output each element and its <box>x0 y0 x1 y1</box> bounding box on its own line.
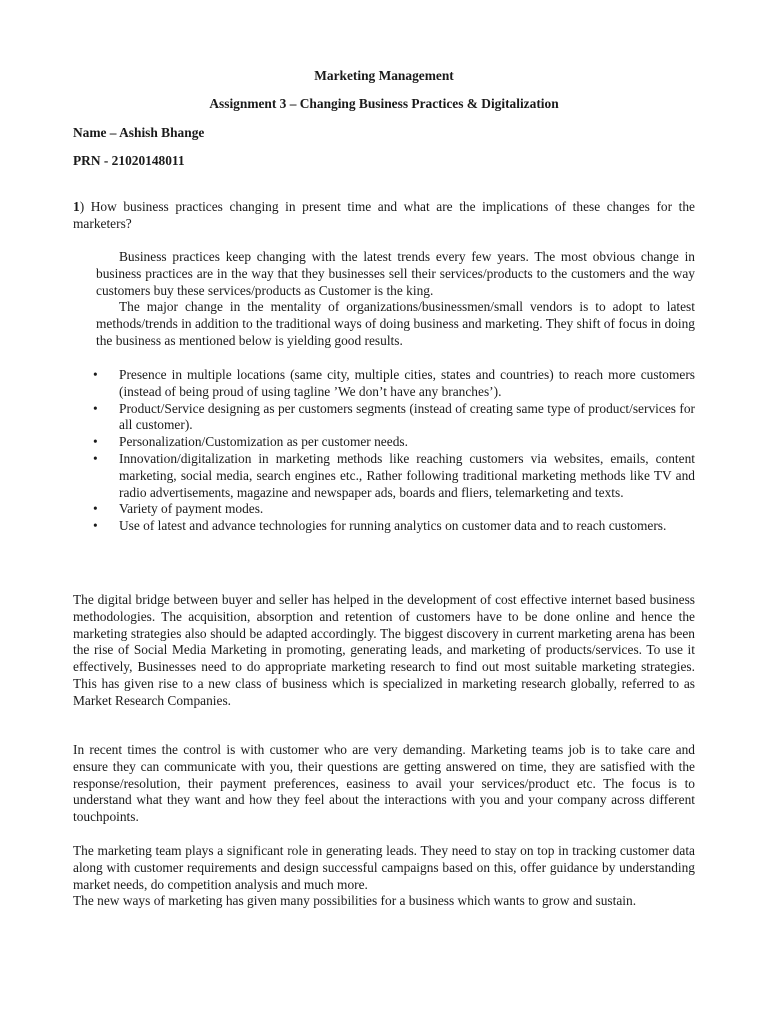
new-ways-paragraph: The new ways of marketing has given many possibilities for a business which wants to grow and sustain. <box>73 893 637 909</box>
practice-list <box>73 367 695 535</box>
course-title: Marketing Management <box>314 68 454 83</box>
list-item: • Use of latest and advance technologies for running analytics on customer data and to reach customers. <box>73 518 695 535</box>
list-item: • Personalization/Customization as per customer needs. <box>73 434 695 451</box>
list-item: • Variety of payment modes. <box>73 501 695 518</box>
digital-bridge-paragraph: The digital bridge between buyer and seller has helped in the development of cost effective internet based business methodologies. The acquisition, absorption and retention of customers have to be done online and hence the marketing strategies also should be adapted accordingly. The biggest discovery in current marketing arena has been the rise of Social Media Marketing in promoting, generating leads, and marketing of products/services. To use it effectively, Businesses need to do appropriate marketing research to find out most suitable marketing strategies. This has given rise to a new class of business which is specialized in marketing research globally, referred to as Market Research Companies. <box>73 592 695 708</box>
student-name: Name – Ashish Bhange <box>73 125 205 140</box>
question-1 <box>73 199 695 233</box>
list-item: • Presence in multiple locations (same city, multiple cities, states and countries) to reach more customers (instead of being proud of using tagline ’We don’t have any branches’). <box>73 367 695 401</box>
answer-intro <box>96 249 695 350</box>
question-number: 1 <box>73 199 80 214</box>
question-text: ) How business practices changing in present time and what are the implications of these changes for the marketers? <box>73 199 695 231</box>
customer-control-paragraph: In recent times the control is with customer who are very demanding. Marketing teams job is to take care and ensure they can communicate with you, their questions are getting answered on time, they are satisfied with the response/resolution, their payment preferences, easiness to avail your services/product etc. The focus is to understand what they want and how they feel about the interactions with you and your company across different touchpoints. <box>73 742 695 825</box>
marketing-team-paragraph: The marketing team plays a significant role in generating leads. They need to stay on top in tracking customer data along with customer requirements and design successful campaigns based on this, offer guidance by understanding market needs, do competition analysis and much more. The new ways of marketing has given many possibilities for a business which wants to grow and sustain. <box>73 843 695 909</box>
assignment-title: Assignment 3 – Changing Business Practices & Digitalization <box>209 96 559 111</box>
intro-paragraph-1: Business practices keep changing with the latest trends every few years. The most obvious change in business practices are in the way that they businesses sell their services/products to the customers and the way customers buy these services/products as Customer is the king. <box>96 249 695 298</box>
list-item: • Product/Service designing as per customers segments (instead of creating same type of product/services for all customer). <box>73 401 695 435</box>
list-item: • Innovation/digitalization in marketing methods like reaching customers via websites, emails, content marketing, social media, search engines etc., Rather following traditional marketing methods like TV and radio advertisements, magazine and newspaper ads, boards and fliers, telemarketing and texts. <box>73 451 695 501</box>
student-prn: PRN - 21020148011 <box>73 153 185 168</box>
intro-paragraph-2: The major change in the mentality of organizations/businessmen/small vendors is to adopt to latest methods/trends in addition to the traditional ways of doing business and marketing. They shift of focus in doing the business as mentioned below is yielding good results. <box>96 299 695 348</box>
